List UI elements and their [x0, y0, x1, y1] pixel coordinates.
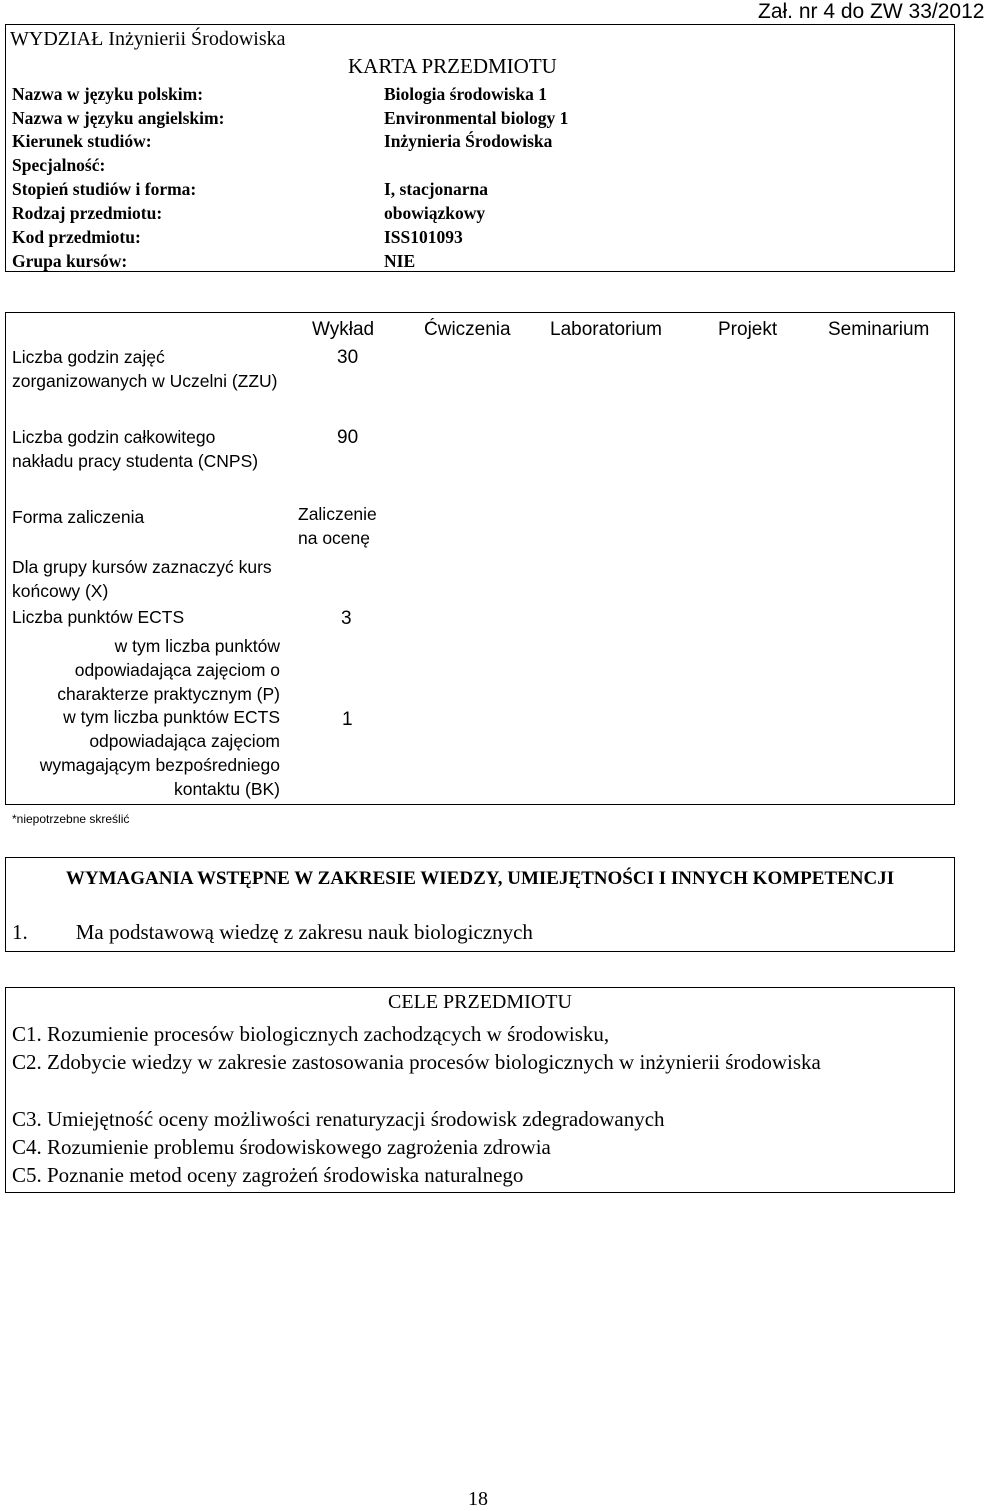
field-value-degree-form: I, stacjonarna [384, 179, 489, 199]
field-label-specialty: Specjalność: [12, 155, 106, 175]
requirements-heading: WYMAGANIA WSTĘPNE W ZAKRESIE WIEDZY, UMIEJĘTNOŚCI I INNYCH KOMPETENCJI [65, 868, 895, 889]
row-label-zzu: Liczba godzin zajęć zorganizowanych w Uczelni (ZZU) [12, 347, 278, 391]
header-seminar: Seminarium [828, 319, 930, 340]
field-value-course-group: NIE [384, 251, 416, 271]
field-label-polish-name: Nazwa w języku polskim: [12, 84, 204, 104]
goal-item-c4: C4. Rozumienie problemu środowiskowego zagrożenia zdrowia [12, 1135, 551, 1159]
goal-item-c2: C2. Zdobycie wiedzy w zakresie zastosowania procesów biologicznych w inżynierii środowiska [12, 1050, 821, 1074]
requirement-number: 1. [12, 920, 28, 944]
goal-item-c3: C3. Umiejętność oceny możliwości renaturyzacji środowisk zdegradowanych [12, 1107, 665, 1131]
field-value-course-type: obowiązkowy [384, 203, 486, 223]
goal-item-c5: C5. Poznanie metod oceny zagrożeń środowiska naturalnego [12, 1163, 524, 1187]
header-lecture: Wykład [312, 319, 375, 340]
faculty-name: WYDZIAŁ Inżynierii Środowiska [10, 28, 286, 50]
row-label-practical: w tym liczba punktów odpowiadająca zajęciom o charakterze praktycznym (P) [57, 636, 280, 704]
value-cnps-lecture: 90 [337, 427, 359, 448]
field-value-polish-name: Biologia środowiska 1 [384, 84, 548, 104]
value-zzu-lecture: 30 [337, 347, 359, 368]
field-value-english-name: Environmental biology 1 [384, 108, 569, 128]
goal-item-c1: C1. Rozumienie procesów biologicznych zachodzących w środowisku, [12, 1022, 610, 1046]
field-label-course-type: Rodzaj przedmiotu: [12, 203, 163, 223]
row-label-cnps: Liczba godzin całkowitego nakładu pracy studenta (CNPS) [12, 427, 259, 471]
value-ects-lecture: 3 [341, 608, 352, 629]
requirement-item [12, 920, 533, 945]
page-number: 18 [468, 1488, 488, 1510]
field-value-study-field: Inżynieria Środowiska [384, 131, 553, 151]
field-label-course-code: Kod przedmiotu: [12, 227, 141, 247]
header-exercises: Ćwiczenia [424, 319, 511, 340]
field-label-english-name: Nazwa w języku angielskim: [12, 108, 225, 128]
field-label-degree-form: Stopień studiów i forma: [12, 179, 197, 199]
field-label-course-group: Grupa kursów: [12, 251, 128, 271]
row-label-bk: w tym liczba punktów ECTS odpowiadająca zajęciom wymagającym bezpośredniego kontaktu (BK) [39, 707, 280, 799]
goals-heading: CELE PRZEDMIOTU [388, 991, 572, 1013]
value-bk-lecture: 1 [342, 709, 353, 730]
requirement-text: Ma podstawową wiedzę z zakresu nauk biologicznych [75, 920, 533, 944]
field-value-course-code: ISS101093 [384, 227, 463, 247]
value-assessment-line1: Zaliczenie [298, 504, 377, 524]
field-label-study-field: Kierunek studiów: [12, 131, 152, 151]
annex-reference: Zał. nr 4 do ZW 33/2012 [758, 0, 984, 23]
row-label-assessment: Forma zaliczenia [12, 507, 145, 527]
row-label-ects: Liczba punktów ECTS [12, 607, 185, 627]
card-title: KARTA PRZEDMIOTU [348, 54, 557, 78]
header-laboratory: Laboratorium [550, 319, 662, 340]
row-label-final-course: Dla grupy kursów zaznaczyć kurs końcowy (X) [12, 557, 272, 601]
header-project: Projekt [718, 319, 778, 340]
footnote: *niepotrzebne skreślić [12, 812, 130, 826]
value-assessment-line2: na ocenę [298, 528, 371, 548]
